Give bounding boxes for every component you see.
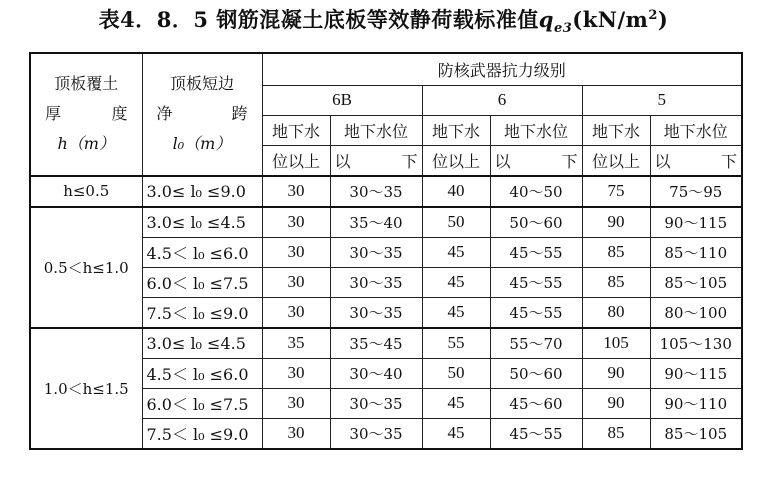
table-cell-value: 50 <box>422 207 490 238</box>
header-col1-line2 <box>31 97 142 131</box>
table-cell-value: 30 <box>262 176 330 207</box>
table-cell-value: 45 <box>422 297 490 328</box>
table-cell-value: 90 <box>582 388 650 418</box>
header-below-water-line2 <box>490 145 582 176</box>
table-cell-value: 30 <box>262 207 330 238</box>
table-cell-value: 80～100 <box>650 297 742 328</box>
table-cell-value: 45 <box>422 388 490 418</box>
header-below-water-line1: 地下水位 <box>650 115 742 145</box>
table-cell-value: 105 <box>582 328 650 359</box>
table-cell-value: 40 <box>422 176 490 207</box>
table-cell-value: 90 <box>582 207 650 238</box>
table-cell-value: 90～110 <box>650 388 742 418</box>
table-cell-value: 50 <box>422 358 490 388</box>
header-col1-char1: 厚 <box>45 104 62 124</box>
table-row <box>30 328 742 359</box>
title-unit-open: (kN/m <box>572 7 649 32</box>
table-cell-value: 30～35 <box>330 176 422 207</box>
table-cell-value: 55 <box>422 328 490 359</box>
table-cell-value: 45～55 <box>490 418 582 449</box>
title-unit-sup: 2 <box>648 8 658 23</box>
table-cell-value: 90～115 <box>650 207 742 238</box>
row-group-soil-thickness: 1.0＜h≤1.5 <box>30 328 142 449</box>
title-prefix: 表4．8．5 钢筋混凝土底板等效静荷载标准值 <box>98 7 539 32</box>
table-cell-value: 50～60 <box>490 358 582 388</box>
table-cell-value: 40～50 <box>490 176 582 207</box>
table-cell-value: 55～70 <box>490 328 582 359</box>
row-span-range: 7.5＜ l₀ ≤9.0 <box>142 418 262 449</box>
table-cell-value: 30～35 <box>330 237 422 267</box>
header-below-water-line1: 地下水位 <box>330 115 422 145</box>
table-cell-value: 30～35 <box>330 418 422 449</box>
header-below-water-line2-text <box>331 149 422 172</box>
table-cell-value: 85 <box>582 418 650 449</box>
table-cell-value: 85～110 <box>650 237 742 267</box>
table-cell-value: 50～60 <box>490 207 582 238</box>
table-cell-value: 45 <box>422 237 490 267</box>
table-cell-value: 45～55 <box>490 297 582 328</box>
table-cell-value: 90～115 <box>650 358 742 388</box>
row-group-soil-thickness: h≤0.5 <box>30 176 142 207</box>
table-cell-value: 30 <box>262 237 330 267</box>
header-below-water-char1: 以 <box>654 151 671 171</box>
table-cell-value: 30 <box>262 388 330 418</box>
header-below-water-line2 <box>650 145 742 176</box>
table-title <box>0 4 767 36</box>
header-col2-line1: 顶板短边 <box>169 74 234 94</box>
header-below-water-line2 <box>330 145 422 176</box>
table-row <box>30 176 742 207</box>
table-cell-value: 45～60 <box>490 388 582 418</box>
table-cell-value: 30～35 <box>330 267 422 297</box>
table-cell-value: 30～35 <box>330 388 422 418</box>
load-table <box>29 52 743 450</box>
header-short-span <box>142 53 262 176</box>
header-level-5: 5 <box>582 85 742 115</box>
table-cell-value: 85 <box>582 237 650 267</box>
table-cell-value: 75～95 <box>650 176 742 207</box>
row-group-soil-thickness: 0.5＜h≤1.0 <box>30 207 142 328</box>
table-cell-value: 45 <box>422 418 490 449</box>
row-span-range: 7.5＜ l₀ ≤9.0 <box>142 297 262 328</box>
table-cell-value: 45～55 <box>490 267 582 297</box>
table-cell-value: 80 <box>582 297 650 328</box>
table-cell-value: 30 <box>262 267 330 297</box>
header-col2-char1: 净 <box>156 104 173 124</box>
header-below-water-char2: 下 <box>561 151 578 171</box>
row-span-range: 3.0≤ l₀ ≤4.5 <box>142 328 262 359</box>
table-cell-value: 45 <box>422 267 490 297</box>
table-cell-value: 85 <box>582 267 650 297</box>
table-cell-value: 30 <box>262 358 330 388</box>
table-cell-value: 35～45 <box>330 328 422 359</box>
table-cell-value: 85～105 <box>650 267 742 297</box>
header-below-water-line2-text <box>491 149 582 172</box>
table-cell-value: 35～40 <box>330 207 422 238</box>
row-span-range: 3.0≤ l₀ ≤4.5 <box>142 207 262 238</box>
header-col2-char2: 跨 <box>231 104 248 124</box>
row-span-range: 3.0≤ l₀ ≤9.0 <box>142 176 262 207</box>
header-above-water-line2: 位以上 <box>582 145 650 176</box>
table-cell-value: 30～35 <box>330 297 422 328</box>
table-cell-value: 45～55 <box>490 237 582 267</box>
table-row <box>30 207 742 238</box>
header-below-water-line2-text <box>651 149 742 172</box>
table-cell-value: 30～40 <box>330 358 422 388</box>
header-col1-line1: 顶板覆土 <box>54 74 119 94</box>
header-level-6: 6 <box>422 85 582 115</box>
title-symbol: q <box>538 7 554 32</box>
header-above-water-line1: 地下水 <box>262 115 330 145</box>
header-col1-line3: h（m） <box>57 134 115 154</box>
title-subscript: e3 <box>553 21 573 37</box>
header-above-water-line2: 位以上 <box>262 145 330 176</box>
table-cell-value: 105～130 <box>650 328 742 359</box>
header-level-6b: 6B <box>262 85 422 115</box>
row-span-range: 4.5＜ l₀ ≤6.0 <box>142 358 262 388</box>
header-col2-line2 <box>143 97 262 131</box>
title-unit-close: ) <box>657 7 669 32</box>
row-span-range: 6.0＜ l₀ ≤7.5 <box>142 267 262 297</box>
table-cell-value: 85～105 <box>650 418 742 449</box>
header-above-water-line1: 地下水 <box>422 115 490 145</box>
header-below-water-char1: 以 <box>334 151 351 171</box>
row-span-range: 6.0＜ l₀ ≤7.5 <box>142 388 262 418</box>
row-span-range: 4.5＜ l₀ ≤6.0 <box>142 237 262 267</box>
header-above-water-line1: 地下水 <box>582 115 650 145</box>
header-below-water-char2: 下 <box>720 151 737 171</box>
header-col1-char2: 度 <box>111 104 128 124</box>
header-below-water-line1: 地下水位 <box>490 115 582 145</box>
table-cell-value: 30 <box>262 297 330 328</box>
header-col2-line3: l₀（m） <box>172 134 232 154</box>
header-below-water-char2: 下 <box>401 151 418 171</box>
table-cell-value: 75 <box>582 176 650 207</box>
header-below-water-char1: 以 <box>494 151 511 171</box>
table-cell-value: 35 <box>262 328 330 359</box>
header-above-water-line2: 位以上 <box>422 145 490 176</box>
header-resistance-level: 防核武器抗力级别 <box>262 53 742 85</box>
header-soil-thickness <box>30 53 142 176</box>
table-cell-value: 30 <box>262 418 330 449</box>
table-cell-value: 90 <box>582 358 650 388</box>
